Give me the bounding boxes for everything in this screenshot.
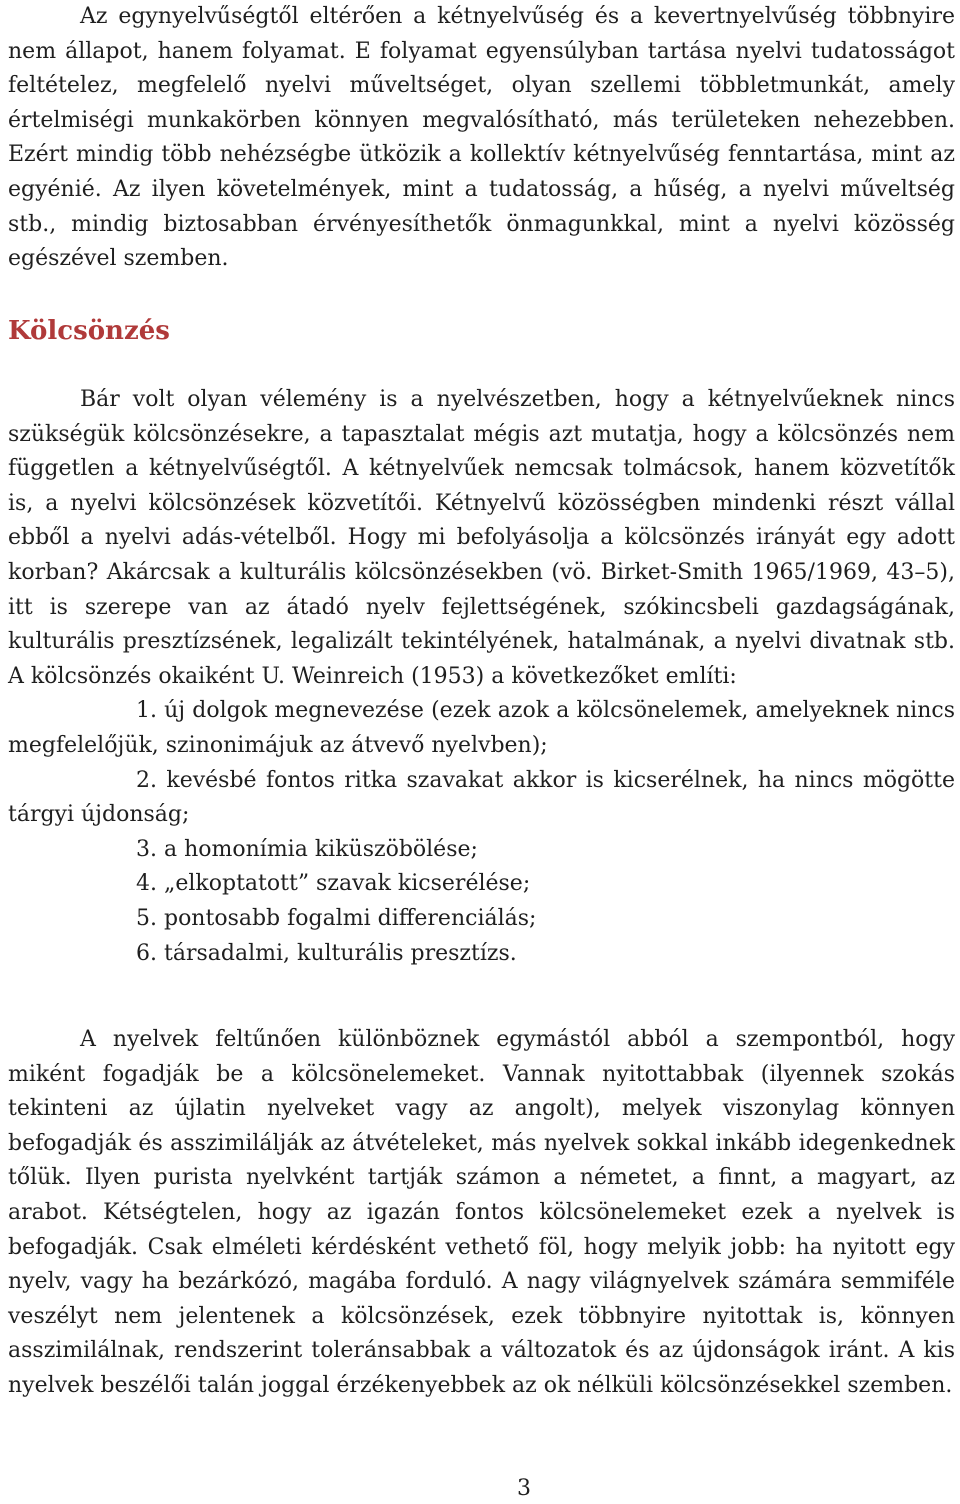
page-number: 3 <box>517 1476 531 1501</box>
list-item: 1. új dolgok megnevezése (ezek azok a kölcsönelemek, amelyeknek nincs megfelelőjük, szinonimájuk az átvevő nyelvben); <box>8 698 955 758</box>
section-heading: Kölcsönzés <box>8 316 170 346</box>
borrowing-section <box>8 383 955 971</box>
intro-paragraph: Az egynyelvűségtől eltérően a kétnyelvűség és a kevertnyelvűség többnyire nem állapot, hanem folyamat. E folyamat egyensúlyban tartása nyelvi tudatosságot feltételez, megfelelő nyelvi műveltséget, olyan szellemi többletmunkát, amely értelmiségi munkakörben könnyen megvalósítható, más területeken nehezebben. Ezért mindig több nehézségbe ütközik a kollektív kétnyelvűség fenntartása, mint az egyénié. Az ilyen követelmények, mint a tudatosság, a hűség, a nyelvi műveltség stb., mindig biztosabban érvényesíthetők önmagunkkal, mint a nyelvi közösség egészével szemben. <box>8 4 955 272</box>
list-item: 4. „elkoptatott” szavak kicserélése; <box>136 871 531 897</box>
list-item: 5. pontosabb fogalmi differenciálás; <box>136 905 537 931</box>
reasons-list <box>8 694 955 971</box>
list-item: 6. társadalmi, kulturális presztízs. <box>136 940 517 966</box>
closing-paragraph: A nyelvek feltűnően különböznek egymástól abból a szempontból, hogy miként fogadják be a kölcsönelemeket. Vannak nyitottabbak (ilyennek szokás tekinteni az újlatin nyelveket vagy az angolt), melyek viszonylag könnyen befogadják és asszimilálják az átvételeket, más nyelvek sokkal inkább idegenkednek tőlük. Ilyen purista nyelvként tartják számon a németet, a finnt, a magyart, az arabot. Kétségtelen, hogy az igazán fontos kölcsönelemeket ezek a nyelvek is befogadják. Csak elméleti kérdésként vethető föl, hogy melyik jobb: ha nyitott egy nyelv, vagy ha bezárkózó, magába forduló. A nagy világnyelvek számára semmiféle veszélyt nem jelentenek a kölcsönzések, ezek többnyire nyitottak is, könnyen asszimilálnak, rendszerint toleránsabbak a változatok és az újdonságok iránt. A kis nyelvek beszélői talán joggal érzékenyebbek az ok nélküli kölcsönzésekkel szemben. <box>8 1027 955 1398</box>
borrowing-paragraph: Bár volt olyan vélemény is a nyelvészetben, hogy a kétnyelvűeknek nincs szükségük kölcsönzésekre, a tapasztalat mégis azt mutatja, hogy a kölcsönzés nem független a kétnyelvűségtől. A kétnyelvűek nemcsak tolmácsok, hanem közvetítők is, a nyelvi kölcsönzések közvetítői. Kétnyelvű közösségben mindenki részt vállal ebből a nyelvi adás-vételből. Hogy mi befolyásolja a kölcsönzés irányát egy adott korban? Akárcsak a kulturális kölcsönzésekben (vö. Birket-Smith 1965/1969, 43–5), itt is szerepe van az átadó nyelv fejlettségének, szókincsbeli gazdagságának, kulturális presztízsének, legalizált tekintélyének, hatalmának, a nyelvi divatnak stb. A kölcsönzés okaiként U. Weinreich (1953) a következőket említi: <box>8 387 955 689</box>
list-item: 3. a homonímia kiküszöbölése; <box>136 836 478 862</box>
list-item: 2. kevésbé fontos ritka szavakat akkor is kicserélnek, ha nincs mögötte tárgyi újdonság; <box>8 767 955 828</box>
